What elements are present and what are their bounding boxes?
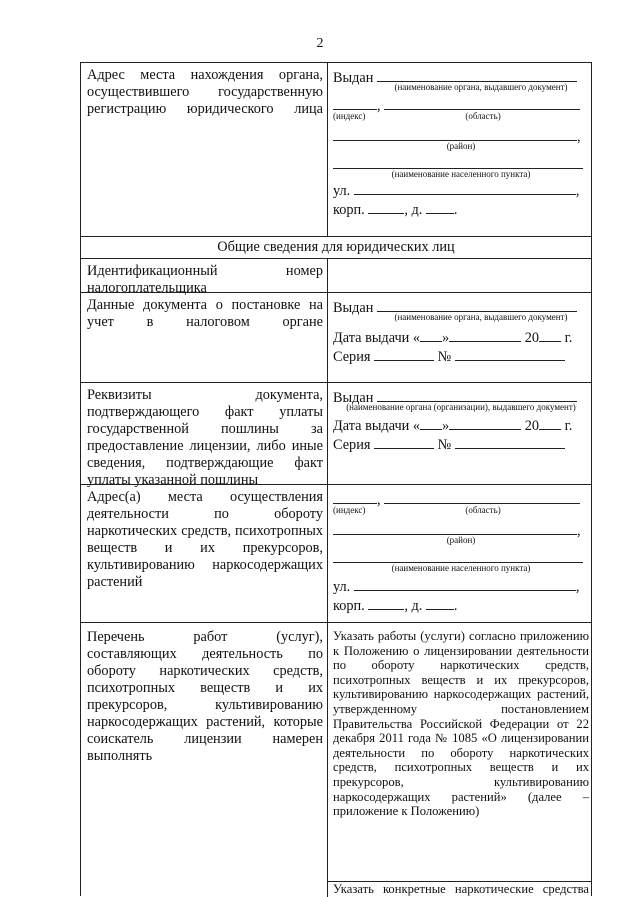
issuer-field[interactable]	[377, 67, 577, 82]
row-fee-document	[81, 383, 591, 488]
works-substances	[333, 882, 589, 897]
street-field[interactable]	[354, 180, 576, 195]
locality-field[interactable]	[333, 154, 583, 169]
label-activity-address: Адрес(а) места осуществления деятельности по обороту наркотических средств, психотропных веществ и их прекурсоров, культивированию наркосодержащих растений	[87, 489, 323, 590]
date-mid: »	[442, 418, 450, 434]
district-field[interactable]	[333, 126, 577, 141]
month-field[interactable]	[449, 415, 521, 430]
issued-label: Выдан	[333, 300, 374, 316]
date-prefix: Дата выдачи «	[333, 418, 421, 434]
building-field[interactable]	[368, 199, 404, 214]
locality-caption: (наименование населенного пункта)	[391, 563, 531, 573]
year-field[interactable]	[539, 327, 561, 342]
district-field[interactable]	[333, 520, 577, 535]
works-substances-text: Указать конкретные наркотические средства	[333, 882, 589, 896]
number-field[interactable]	[455, 346, 565, 361]
date-prefix: Дата выдачи «	[333, 330, 421, 346]
fee-document-fields	[333, 387, 589, 453]
issuer-caption: (наименование органа, выдавшего документ)	[394, 82, 568, 92]
day-field[interactable]	[420, 415, 442, 430]
issued-label: Выдан	[333, 70, 374, 86]
page-number: 2	[316, 36, 324, 51]
label-address-registration: Адрес места нахождения органа, осуществившего государственную регистрацию юридического лица	[87, 67, 323, 117]
issuer-field[interactable]	[377, 297, 577, 312]
district-caption: (район)	[446, 535, 476, 545]
district-caption: (район)	[446, 141, 476, 151]
house-field[interactable]	[426, 595, 454, 610]
issuer-field[interactable]	[377, 387, 577, 402]
region-field[interactable]	[384, 489, 580, 504]
row-tax-document	[81, 293, 591, 383]
index-field[interactable]	[333, 489, 377, 504]
activity-address-fields: , (индекс) (область) , (район) (наименование населенного пункта) ул. , корп. , д. .	[333, 489, 589, 614]
street-field[interactable]	[354, 576, 576, 591]
series-label: Серия	[333, 349, 371, 365]
year-field[interactable]	[539, 415, 561, 430]
region-caption: (область)	[465, 111, 501, 121]
region-field[interactable]	[384, 95, 580, 110]
issued-label: Выдан	[333, 390, 374, 406]
row-works-list	[81, 623, 591, 897]
building-label: корп.	[333, 598, 365, 614]
house-label: , д.	[404, 598, 423, 614]
issuer-caption: (наименование органа, выдавшего документ)	[394, 312, 568, 322]
region-caption: (область)	[465, 505, 501, 515]
street-label: ул.	[333, 183, 351, 199]
inn-field[interactable]	[333, 263, 589, 289]
house-label: , д.	[404, 202, 423, 218]
locality-caption: (наименование населенного пункта)	[391, 169, 531, 179]
section-header: Общие сведения для юридических лиц	[217, 239, 455, 255]
number-label: №	[437, 437, 452, 453]
year-suffix: г.	[564, 330, 573, 346]
section-header-row	[81, 237, 591, 259]
index-caption: (индекс)	[333, 505, 366, 515]
date-mid: »	[442, 330, 450, 346]
house-field[interactable]	[426, 199, 454, 214]
label-inn: Идентификационный номер налогоплательщика	[87, 263, 323, 296]
series-field[interactable]	[374, 434, 434, 449]
index-caption: (индекс)	[333, 111, 366, 121]
works-instructions-text: Указать работы (услуги) согласно приложению к Положению о лицензировании деятельности по обороту наркотических средств, психотропных веществ и их прекурсоров, культивированию наркосодержащих растений, утвержденному постановлением Правительства Российской Федерации от 22 декабря 2011 года № 1085 «О лицензировании деятельности по обороту наркотических средств, психотропных веществ и их прекурсоров, культивированию наркосодержащих растений» (далее – приложение к Положению)	[333, 629, 589, 819]
locality-field[interactable]	[333, 548, 583, 563]
series-label: Серия	[333, 437, 371, 453]
row-inn	[81, 259, 591, 296]
form-table	[80, 62, 592, 896]
label-fee-document: Реквизиты документа, подтверждающего факт уплаты государственной пошлины за предоставление лицензии, либо иные сведения, подтверждающие факт уплаты указанной пошлины	[87, 387, 323, 488]
year-suffix: г.	[564, 418, 573, 434]
series-field[interactable]	[374, 346, 434, 361]
label-works-list: Перечень работ (услуг), составляющих деятельность по обороту наркотических средств, психотропных веществ и их прекурсоров, культивированию наркосодержащих растений, которые соискатель лицензии намерен выполнять	[87, 629, 323, 764]
row-address-registration	[81, 63, 591, 237]
works-instructions	[333, 629, 589, 883]
row-activity-address	[81, 485, 591, 623]
building-label: корп.	[333, 202, 365, 218]
label-tax-document: Данные документа о постановке на учет в налоговом органе	[87, 297, 323, 330]
street-label: ул.	[333, 579, 351, 595]
index-field[interactable]	[333, 95, 377, 110]
year-prefix: 20	[524, 330, 540, 346]
number-label: №	[437, 349, 452, 365]
year-prefix: 20	[524, 418, 540, 434]
month-field[interactable]	[449, 327, 521, 342]
day-field[interactable]	[420, 327, 442, 342]
building-field[interactable]	[368, 595, 404, 610]
number-field[interactable]	[455, 434, 565, 449]
tax-document-fields	[333, 297, 589, 365]
issuer-caption: (наименование органа (организации), выдавшего документ)	[346, 402, 576, 412]
address-fields: Выдан (наименование органа, выдавшего документ) , (индекс) (область) , (район) (наименование населенного пункта) ул. , корп. , д. .	[333, 67, 589, 218]
